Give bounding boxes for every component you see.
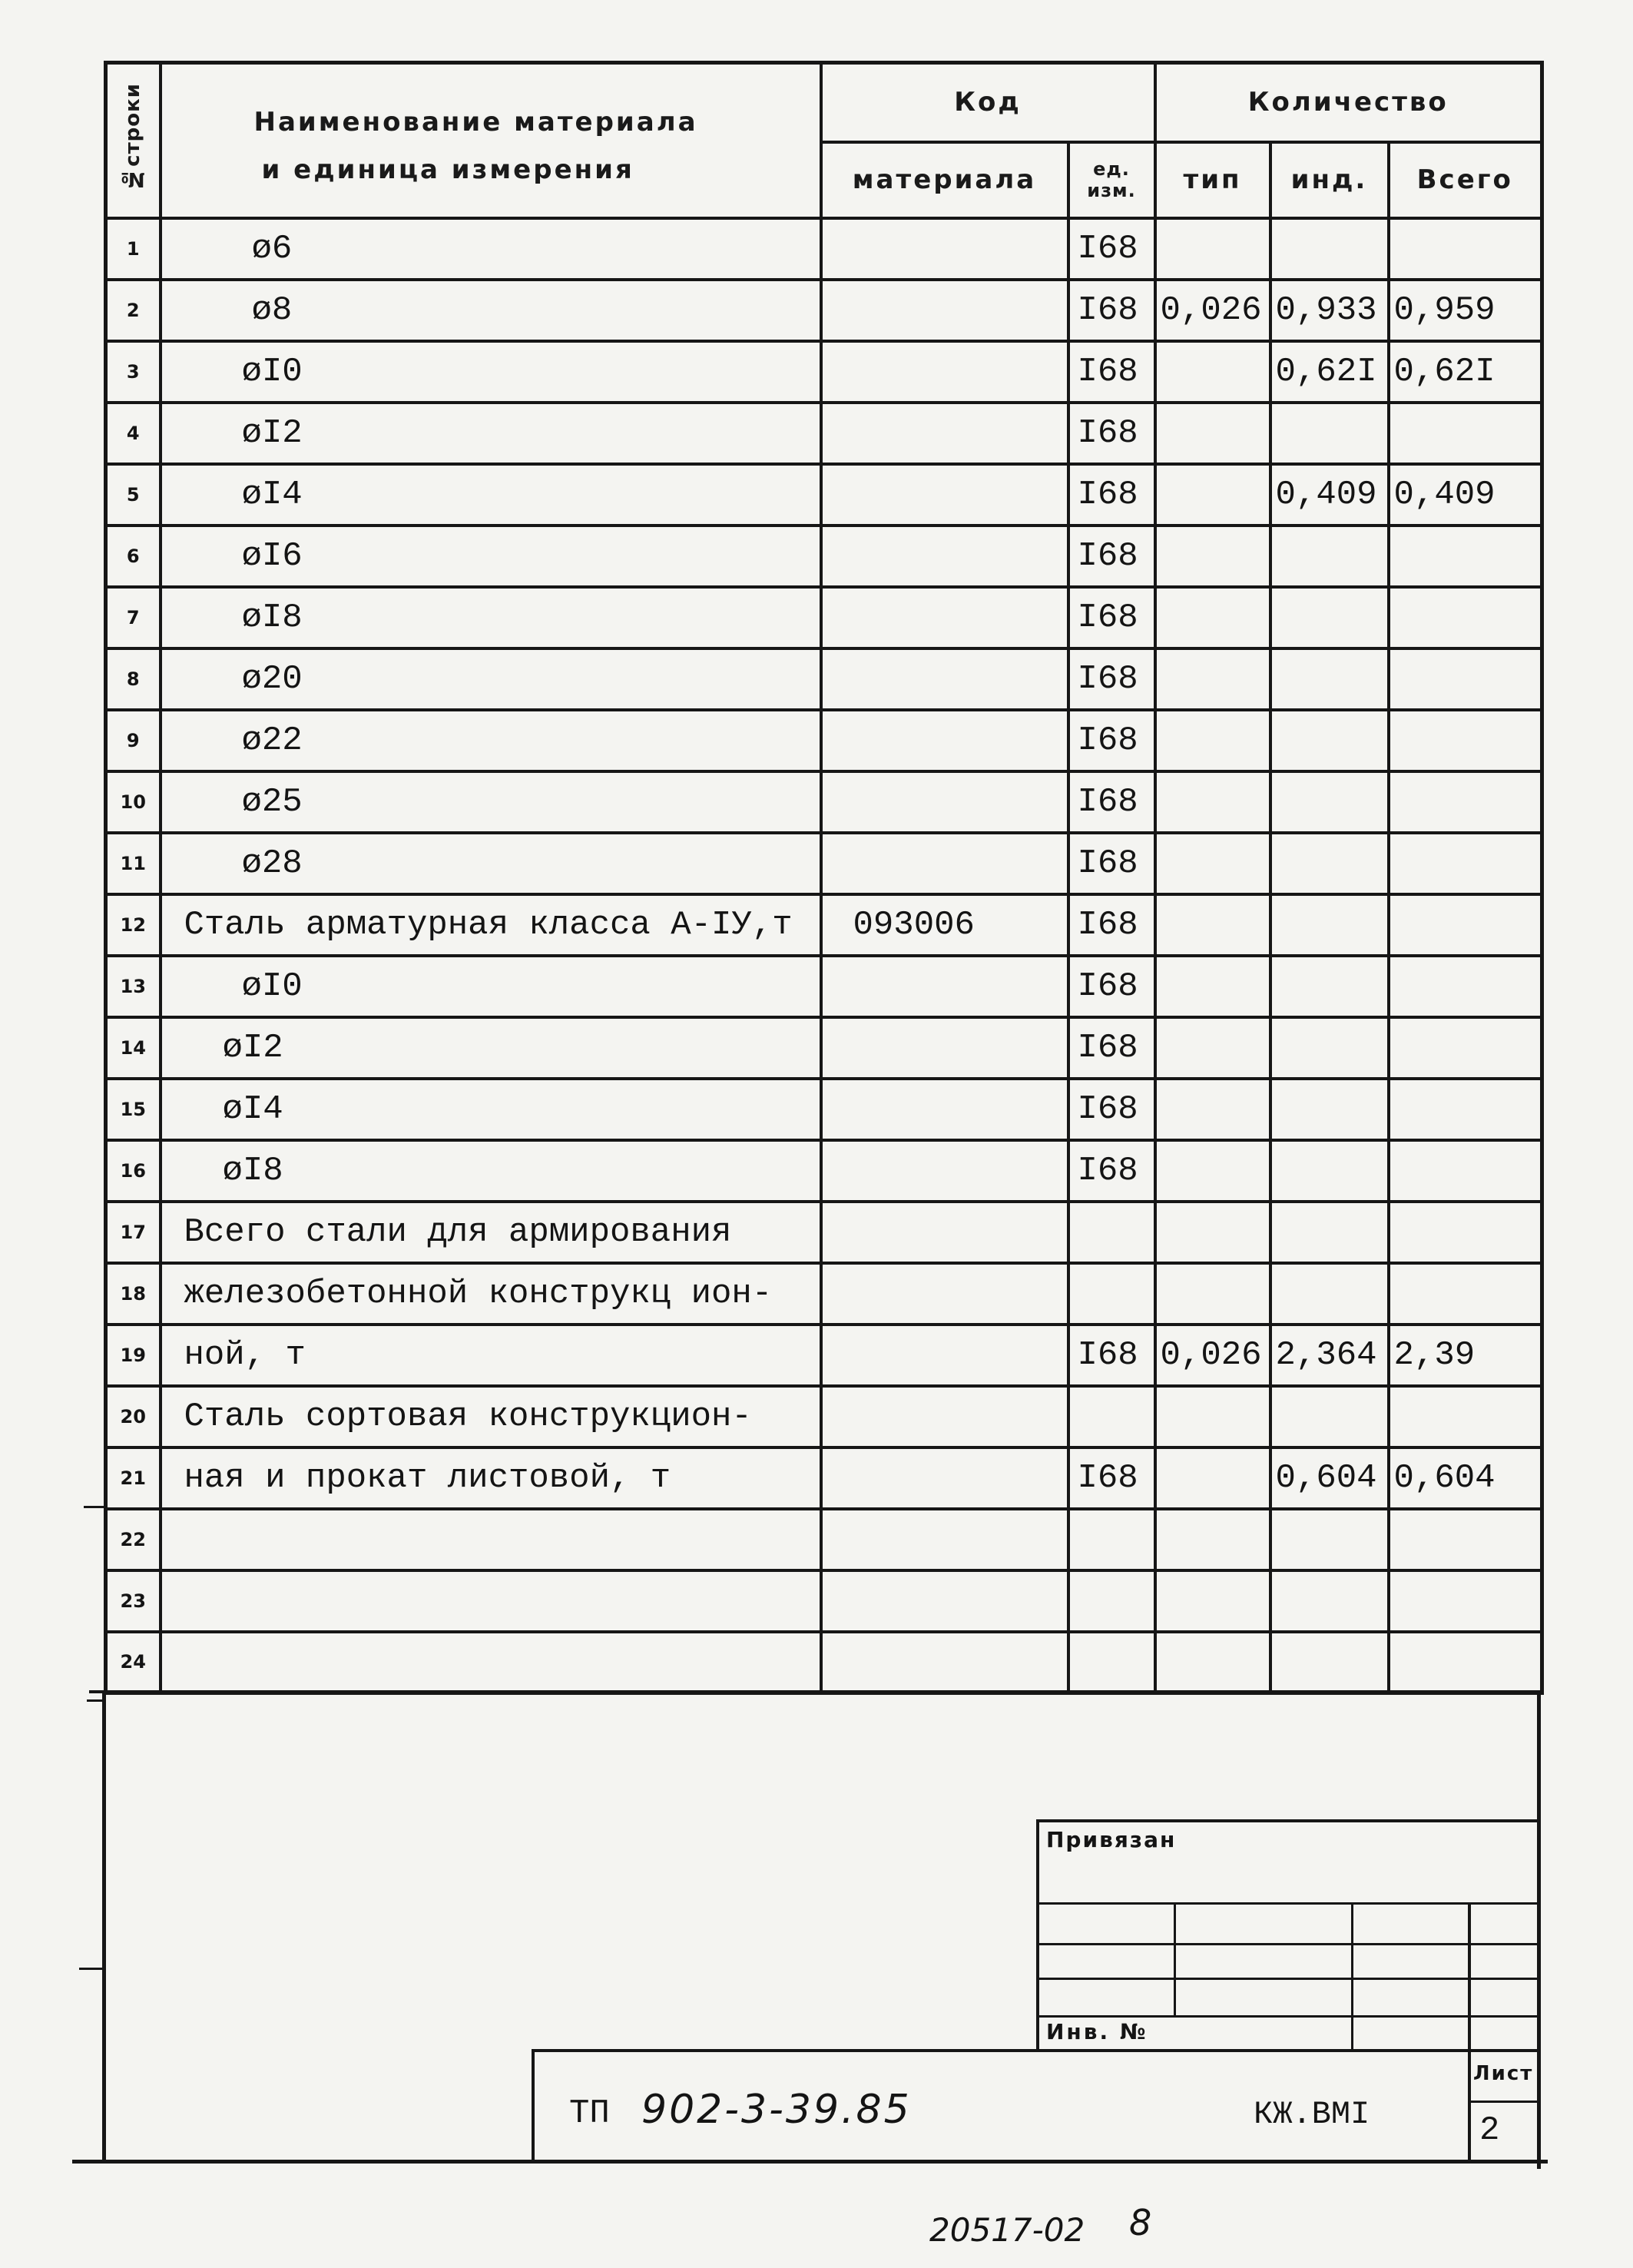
project-code: 902-3-39.85 (641, 2087, 912, 2133)
approval-grid-column (1468, 1902, 1471, 2162)
row-number-cell: 2 (106, 280, 161, 341)
qty-ind-cell (1270, 403, 1389, 464)
row-number-cell: 12 (106, 894, 161, 956)
unit-code-cell: I68 (1068, 464, 1155, 526)
material-code-cell (821, 1017, 1068, 1079)
header-unit-cell (1068, 142, 1155, 218)
material-name-cell: Всего стали для армирования (161, 1202, 821, 1263)
header-unit-line1: ед. (1093, 158, 1130, 180)
material-code-cell (821, 526, 1068, 587)
material-name-cell: øI0 (161, 956, 821, 1017)
header-qty-ind: инд. (1290, 164, 1368, 195)
table-row (106, 218, 1542, 280)
qty-total-cell (1389, 710, 1542, 771)
unit-code-cell: I68 (1068, 648, 1155, 710)
header-code-material-cell (821, 142, 1068, 218)
material-name-cell: ø28 (161, 833, 821, 894)
material-name-cell: Сталь сортовая конструкцион- (161, 1386, 821, 1447)
material-code-cell (821, 1570, 1068, 1632)
table-row (106, 1632, 1542, 1693)
header-quantity-group-cell (1155, 63, 1542, 142)
sheet-number: 2 (1479, 2111, 1500, 2150)
qty-ind-cell (1270, 1079, 1389, 1140)
unit-code-cell: I68 (1068, 587, 1155, 648)
table-row (106, 526, 1542, 587)
qty-ind-cell: 0,62I (1270, 341, 1389, 403)
page-mark: 8 (1129, 2202, 1152, 2243)
material-name-cell (161, 1570, 821, 1632)
qty-total-cell (1389, 1140, 1542, 1202)
qty-type-cell: 0,026 (1155, 1325, 1270, 1386)
material-code-cell (821, 1447, 1068, 1509)
material-name-cell: ø22 (161, 710, 821, 771)
material-name-cell: ная и прокат листовой, т (161, 1447, 821, 1509)
row-number-cell: 3 (106, 341, 161, 403)
qty-ind-cell: 2,364 (1270, 1325, 1389, 1386)
qty-ind-cell (1270, 1570, 1389, 1632)
qty-type-cell (1155, 1079, 1270, 1140)
unit-code-cell (1068, 1386, 1155, 1447)
unit-code-cell: I68 (1068, 1325, 1155, 1386)
qty-ind-cell (1270, 587, 1389, 648)
unit-code-cell: I68 (1068, 956, 1155, 1017)
unit-code-cell: I68 (1068, 833, 1155, 894)
qty-type-cell (1155, 710, 1270, 771)
material-code-cell (821, 648, 1068, 710)
row-number-cell: 8 (106, 648, 161, 710)
unit-code-cell (1068, 1632, 1155, 1693)
unit-code-cell (1068, 1570, 1155, 1632)
qty-total-cell (1389, 1202, 1542, 1263)
qty-type-cell (1155, 771, 1270, 833)
margin-mark (79, 1968, 104, 1970)
row-number-cell: 5 (106, 464, 161, 526)
qty-ind-cell: 0,604 (1270, 1447, 1389, 1509)
project-prefix: ТП (569, 2094, 610, 2133)
qty-total-cell (1389, 1570, 1542, 1632)
row-number-cell: 19 (106, 1325, 161, 1386)
table-row (106, 1570, 1542, 1632)
material-name-cell: øI4 (161, 1079, 821, 1140)
qty-total-cell (1389, 1386, 1542, 1447)
qty-total-cell: 0,62I (1389, 341, 1542, 403)
qty-total-cell (1389, 894, 1542, 956)
header-qty-type-cell (1155, 142, 1270, 218)
qty-type-cell (1155, 1570, 1270, 1632)
material-name-cell: øI8 (161, 1140, 821, 1202)
header-code-material: материала (852, 164, 1037, 195)
frame-line-right (1537, 1691, 1541, 2169)
header-row-top (106, 63, 1542, 142)
material-code-cell (821, 1263, 1068, 1325)
table-row (106, 1140, 1542, 1202)
row-number-cell: 13 (106, 956, 161, 1017)
qty-type-cell (1155, 526, 1270, 587)
frame-line-under-table (89, 1690, 1540, 1693)
sheet-box-divider (1469, 2101, 1540, 2103)
qty-total-cell (1389, 526, 1542, 587)
qty-ind-cell (1270, 710, 1389, 771)
table-row (106, 587, 1542, 648)
header-qty-total-cell (1389, 142, 1542, 218)
approval-block-top-line (1038, 1819, 1540, 1822)
approval-grid-line (1038, 1943, 1540, 1945)
header-code-group: Код (954, 87, 1022, 118)
table-row (106, 1079, 1542, 1140)
row-number-cell: 22 (106, 1509, 161, 1570)
stamp-top-line (533, 2049, 1540, 2052)
frame-line-left (102, 1691, 106, 2163)
table-row (106, 710, 1542, 771)
linked-label: Привязан (1046, 1827, 1177, 1852)
material-code-cell (821, 1325, 1068, 1386)
qty-ind-cell (1270, 894, 1389, 956)
row-number-cell: 20 (106, 1386, 161, 1447)
table-row (106, 1017, 1542, 1079)
table-row (106, 1386, 1542, 1447)
table-row (106, 1263, 1542, 1325)
inventory-number-label: Инв. № (1046, 2019, 1148, 2044)
qty-type-cell (1155, 1447, 1270, 1509)
row-number-cell: 24 (106, 1632, 161, 1693)
qty-type-cell (1155, 341, 1270, 403)
materials-table-body (106, 218, 1542, 1693)
frame-line-bottom (72, 2160, 1548, 2164)
qty-total-cell (1389, 403, 1542, 464)
material-code-cell (821, 710, 1068, 771)
qty-type-cell (1155, 1263, 1270, 1325)
margin-mark (87, 1699, 104, 1702)
qty-type-cell (1155, 218, 1270, 280)
qty-ind-cell (1270, 771, 1389, 833)
material-name-cell: ø20 (161, 648, 821, 710)
material-code-cell (821, 1632, 1068, 1693)
material-code-cell (821, 771, 1068, 833)
qty-type-cell (1155, 464, 1270, 526)
row-number-cell: 16 (106, 1140, 161, 1202)
table-row (106, 956, 1542, 1017)
header-quantity-group: Количество (1247, 87, 1449, 118)
table-row (106, 280, 1542, 341)
header-material-name-cell (161, 63, 821, 218)
document-code: КЖ.ВМI (1254, 2096, 1370, 2133)
material-name-cell: Сталь арматурная класса А-IУ,т (161, 894, 821, 956)
material-code-cell (821, 403, 1068, 464)
qty-type-cell (1155, 587, 1270, 648)
material-name-cell: øI8 (161, 587, 821, 648)
qty-type-cell (1155, 403, 1270, 464)
material-code-cell: 093006 (821, 894, 1068, 956)
qty-ind-cell (1270, 833, 1389, 894)
row-number-cell: 17 (106, 1202, 161, 1263)
header-material-name: Наименование материала (253, 107, 698, 138)
row-number-cell: 11 (106, 833, 161, 894)
qty-ind-cell (1270, 1632, 1389, 1693)
material-code-cell (821, 1140, 1068, 1202)
row-number-cell: 9 (106, 710, 161, 771)
qty-total-cell (1389, 218, 1542, 280)
table-row (106, 1509, 1542, 1570)
material-name-cell: ø6 (161, 218, 821, 280)
table-row (106, 1325, 1542, 1386)
material-name-cell (161, 1632, 821, 1693)
table-row (106, 403, 1542, 464)
row-number-cell: 10 (106, 771, 161, 833)
materials-table-header (106, 63, 1542, 218)
approval-grid-line (1038, 1902, 1540, 1905)
unit-code-cell: I68 (1068, 280, 1155, 341)
material-code-cell (821, 280, 1068, 341)
qty-ind-cell (1270, 1140, 1389, 1202)
row-number-cell: 23 (106, 1570, 161, 1632)
unit-code-cell: I68 (1068, 341, 1155, 403)
margin-mark (84, 1506, 104, 1508)
qty-ind-cell (1270, 1263, 1389, 1325)
unit-code-cell (1068, 1263, 1155, 1325)
unit-code-cell: I68 (1068, 1447, 1155, 1509)
table-row (106, 833, 1542, 894)
table-row (106, 1202, 1542, 1263)
row-number-cell: 4 (106, 403, 161, 464)
materials-table (104, 61, 1544, 1695)
qty-total-cell (1389, 771, 1542, 833)
qty-ind-cell: 0,933 (1270, 280, 1389, 341)
qty-ind-cell (1270, 1509, 1389, 1570)
row-number-cell: 7 (106, 587, 161, 648)
qty-type-cell (1155, 1632, 1270, 1693)
unit-code-cell: I68 (1068, 218, 1155, 280)
qty-type-cell (1155, 894, 1270, 956)
qty-total-cell (1389, 587, 1542, 648)
material-code-cell (821, 1079, 1068, 1140)
material-code-cell (821, 1386, 1068, 1447)
qty-ind-cell (1270, 1386, 1389, 1447)
material-code-cell (821, 833, 1068, 894)
qty-ind-cell: 0,409 (1270, 464, 1389, 526)
unit-code-cell: I68 (1068, 1140, 1155, 1202)
qty-ind-cell (1270, 648, 1389, 710)
unit-code-cell: I68 (1068, 1017, 1155, 1079)
material-name-cell (161, 1509, 821, 1570)
material-code-cell (821, 587, 1068, 648)
unit-code-cell (1068, 1509, 1155, 1570)
material-name-cell: ной, т (161, 1325, 821, 1386)
header-qty-type: тип (1183, 164, 1242, 195)
material-code-cell (821, 464, 1068, 526)
material-name-cell: øI2 (161, 403, 821, 464)
qty-ind-cell (1270, 526, 1389, 587)
table-row (106, 341, 1542, 403)
row-number-cell: 21 (106, 1447, 161, 1509)
qty-total-cell: 0,959 (1389, 280, 1542, 341)
qty-total-cell (1389, 1079, 1542, 1140)
header-row-number: №строки (121, 83, 145, 191)
approval-grid-column (1174, 1902, 1176, 2016)
unit-code-cell: I68 (1068, 1079, 1155, 1140)
header-unit-line2: изм. (1087, 180, 1136, 201)
qty-ind-cell (1270, 1202, 1389, 1263)
header-unit-of-measure: и единица измерения (261, 154, 634, 185)
unit-code-cell: I68 (1068, 771, 1155, 833)
header-code-group-cell (821, 63, 1155, 142)
table-row (106, 894, 1542, 956)
row-number-cell: 1 (106, 218, 161, 280)
unit-code-cell: I68 (1068, 403, 1155, 464)
material-code-cell (821, 341, 1068, 403)
qty-total-cell: 0,604 (1389, 1447, 1542, 1509)
header-qty-total: Всего (1416, 164, 1513, 195)
header-qty-ind-cell (1270, 142, 1389, 218)
unit-code-cell: I68 (1068, 710, 1155, 771)
qty-type-cell: 0,026 (1155, 280, 1270, 341)
qty-ind-cell (1270, 956, 1389, 1017)
qty-type-cell (1155, 1202, 1270, 1263)
material-name-cell: øI4 (161, 464, 821, 526)
qty-ind-cell (1270, 1017, 1389, 1079)
stamp-left-line (532, 2049, 535, 2162)
qty-type-cell (1155, 1140, 1270, 1202)
qty-total-cell (1389, 833, 1542, 894)
material-code-cell (821, 218, 1068, 280)
material-name-cell: øI2 (161, 1017, 821, 1079)
approval-grid-column (1351, 1902, 1353, 2051)
archive-number: 20517-02 (929, 2211, 1085, 2249)
material-name-cell: ø25 (161, 771, 821, 833)
row-number-cell: 14 (106, 1017, 161, 1079)
material-name-cell: øI0 (161, 341, 821, 403)
qty-total-cell (1389, 956, 1542, 1017)
qty-total-cell (1389, 1509, 1542, 1570)
table-row (106, 648, 1542, 710)
unit-code-cell: I68 (1068, 526, 1155, 587)
table-row (106, 771, 1542, 833)
unit-code-cell: I68 (1068, 894, 1155, 956)
qty-type-cell (1155, 833, 1270, 894)
qty-total-cell (1389, 648, 1542, 710)
qty-type-cell (1155, 1017, 1270, 1079)
qty-total-cell: 0,409 (1389, 464, 1542, 526)
approval-grid-line (1038, 1978, 1540, 1980)
qty-type-cell (1155, 956, 1270, 1017)
qty-total-cell (1389, 1263, 1542, 1325)
row-number-cell: 15 (106, 1079, 161, 1140)
material-code-cell (821, 956, 1068, 1017)
material-name-cell: железобетонной конструкц ион- (161, 1263, 821, 1325)
row-number-cell: 6 (106, 526, 161, 587)
material-name-cell: øI6 (161, 526, 821, 587)
qty-total-cell: 2,39 (1389, 1325, 1542, 1386)
material-code-cell (821, 1509, 1068, 1570)
qty-ind-cell (1270, 218, 1389, 280)
qty-type-cell (1155, 648, 1270, 710)
qty-type-cell (1155, 1509, 1270, 1570)
qty-total-cell (1389, 1632, 1542, 1693)
sheet-label: Лист (1473, 2062, 1534, 2085)
qty-total-cell (1389, 1017, 1542, 1079)
row-number-cell: 18 (106, 1263, 161, 1325)
material-name-cell: ø8 (161, 280, 821, 341)
table-row (106, 1447, 1542, 1509)
material-code-cell (821, 1202, 1068, 1263)
approval-grid-line (1038, 2015, 1540, 2018)
header-row-number-cell (106, 63, 161, 218)
unit-code-cell (1068, 1202, 1155, 1263)
table-row (106, 464, 1542, 526)
qty-type-cell (1155, 1386, 1270, 1447)
